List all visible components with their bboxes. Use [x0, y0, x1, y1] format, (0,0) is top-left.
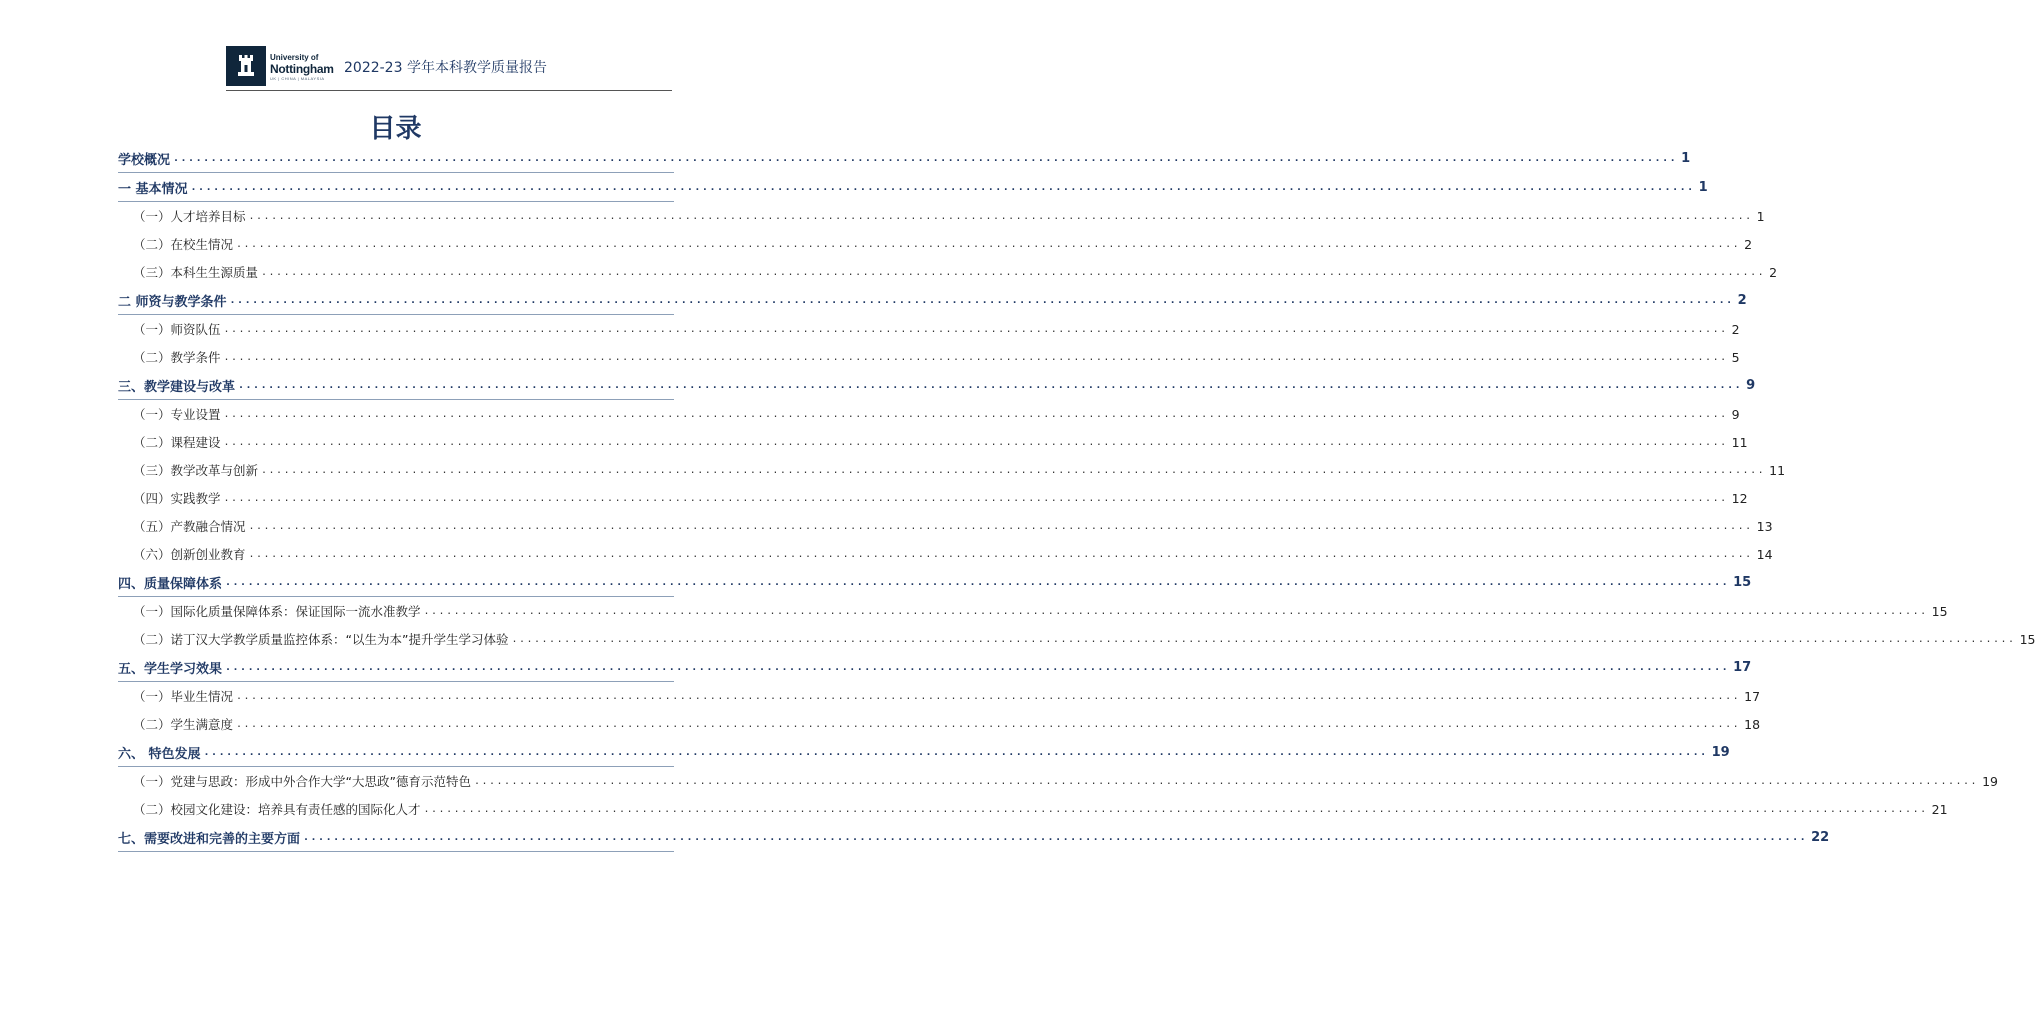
toc-entry-label: （五）产教融合情况	[133, 519, 246, 534]
toc-subsection-entry[interactable]	[118, 682, 1761, 710]
toc-entry-label: （二）课程建设	[133, 435, 221, 450]
toc-dot-leader: ........................................................................................................................................................................................................	[203, 746, 1708, 758]
toc-entry-page-number: 5	[1731, 349, 1740, 365]
toc-entry-page-number: 17	[1733, 659, 1752, 675]
toc-entry-label: 四、质量保障体系	[118, 576, 223, 592]
toc-subsection-entry[interactable]	[118, 343, 1740, 371]
toc-section-entry[interactable]	[118, 823, 1830, 852]
toc-entry-page-number: 15	[1931, 603, 1948, 619]
toc-entry-page-number: 15	[2019, 631, 2035, 647]
toc-dot-leader: ........................................................................................................................................................................................................	[223, 436, 1728, 448]
toc-dot-leader: ........................................................................................................................................................................................................	[223, 492, 1728, 504]
toc-entry-label: （一）党建与思政：形成中外合作大学“大思政”德育示范特色	[133, 774, 471, 789]
toc-dot-leader: ........................................................................................................................................................................................................	[236, 690, 1741, 702]
toc-entry-label: 七、需要改进和完善的主要方面	[118, 831, 301, 847]
toc-subsection-entry[interactable]	[118, 202, 1765, 230]
toc-section-entry[interactable]	[118, 371, 1756, 400]
toc-dot-leader: ........................................................................................................................................................................................................	[229, 294, 1734, 306]
toc-subsection-entry[interactable]	[118, 597, 1948, 625]
toc-entry-label: （四）实践教学	[133, 491, 221, 506]
university-crest-icon	[226, 46, 266, 86]
toc-entry-label: （一）专业设置	[133, 407, 221, 422]
logo-line-1: University of	[270, 53, 319, 62]
toc-entry-page-number: 13	[1756, 518, 1773, 534]
page-header	[226, 44, 672, 91]
toc-title: 目录	[369, 114, 422, 144]
toc-section-entry[interactable]	[118, 144, 1691, 173]
toc-entry-page-number: 9	[1731, 406, 1740, 422]
toc-section-entry[interactable]	[118, 738, 1730, 767]
toc-entry-page-number: 22	[1811, 829, 1830, 845]
toc-section-entry[interactable]	[118, 568, 1752, 597]
toc-subsection-entry[interactable]	[118, 400, 1740, 428]
toc-entry-page-number: 19	[1982, 773, 1998, 789]
toc-dot-leader: ........................................................................................................................................................................................................	[303, 831, 1808, 843]
toc-dot-leader: ........................................................................................................................................................................................................	[238, 379, 1743, 391]
toc-subsection-entry[interactable]	[118, 315, 1740, 343]
logo-line-3: UK | CHINA | MALAYSIA	[270, 76, 325, 81]
logo-line-2: Nottingham	[270, 62, 334, 76]
table-of-contents	[118, 144, 2035, 852]
toc-entry-page-number: 12	[1731, 490, 1748, 506]
toc-dot-leader: ........................................................................................................................................................................................................	[261, 266, 1766, 278]
toc-dot-leader: ........................................................................................................................................................................................................	[225, 576, 1730, 588]
toc-entry-page-number: 15	[1733, 574, 1752, 590]
toc-entry-label: （二）校园文化建设：培养具有责任感的国际化人才	[133, 802, 421, 817]
toc-entry-page-number: 2	[1769, 264, 1778, 280]
toc-subsection-entry[interactable]	[118, 258, 1778, 286]
report-title: 2022-23 学年本科教学质量报告	[344, 60, 547, 76]
toc-section-entry[interactable]	[118, 286, 1747, 315]
toc-entry-label: 三、教学建设与改革	[118, 379, 236, 395]
toc-dot-leader: ........................................................................................................................................................................................................	[248, 210, 1753, 222]
toc-entry-label: 六、 特色发展	[118, 746, 201, 762]
toc-section-entry[interactable]	[118, 173, 1708, 202]
toc-subsection-entry[interactable]	[118, 484, 1748, 512]
toc-entry-page-number: 1	[1756, 208, 1765, 224]
toc-dot-leader: ........................................................................................................................................................................................................	[223, 351, 1728, 363]
toc-entry-label: （二）诺丁汉大学教学质量监控体系：“以生为本”提升学生学习体验	[133, 632, 509, 647]
toc-entry-label: （一）国际化质量保障体系：保证国际一流水准教学	[133, 604, 421, 619]
toc-subsection-entry[interactable]	[118, 456, 1786, 484]
toc-dot-leader: ........................................................................................................................................................................................................	[173, 152, 1678, 164]
toc-dot-leader: ........................................................................................................................................................................................................	[423, 605, 1928, 617]
toc-dot-leader: ........................................................................................................................................................................................................	[248, 520, 1753, 532]
toc-entry-page-number: 2	[1737, 292, 1747, 308]
toc-entry-label: 二 师资与教学条件	[118, 294, 227, 310]
toc-dot-leader: ........................................................................................................................................................................................................	[190, 181, 1695, 193]
toc-entry-label: （六）创新创业教育	[133, 547, 246, 562]
toc-dot-leader: ........................................................................................................................................................................................................	[225, 661, 1730, 673]
toc-dot-leader: ........................................................................................................................................................................................................	[236, 238, 1741, 250]
toc-entry-label: （三）教学改革与创新	[133, 463, 259, 478]
toc-subsection-entry[interactable]	[118, 512, 1773, 540]
toc-entry-label: （一）师资队伍	[133, 322, 221, 337]
toc-entry-page-number: 19	[1711, 744, 1730, 760]
toc-section-entry[interactable]	[118, 653, 1752, 682]
toc-entry-label: （三）本科生生源质量	[133, 265, 259, 280]
toc-entry-page-number: 1	[1681, 150, 1691, 166]
toc-entry-page-number: 2	[1744, 236, 1753, 252]
toc-dot-leader: ........................................................................................................................................................................................................	[236, 718, 1741, 730]
toc-subsection-entry[interactable]	[118, 428, 1748, 456]
toc-entry-page-number: 11	[1731, 434, 1748, 450]
toc-entry-label: （一）毕业生情况	[133, 689, 234, 704]
toc-subsection-entry[interactable]	[118, 795, 1948, 823]
toc-subsection-entry[interactable]	[118, 710, 1761, 738]
toc-subsection-entry[interactable]	[118, 767, 1998, 795]
toc-entry-page-number: 14	[1756, 546, 1773, 562]
toc-entry-label: 五、学生学习效果	[118, 661, 223, 677]
toc-entry-page-number: 11	[1769, 462, 1786, 478]
toc-entry-label: （一）人才培养目标	[133, 209, 246, 224]
toc-entry-label: （二）学生满意度	[133, 717, 234, 732]
toc-entry-label: （二）教学条件	[133, 350, 221, 365]
toc-dot-leader: ........................................................................................................................................................................................................	[261, 464, 1766, 476]
university-logo-text	[270, 54, 334, 81]
toc-entry-page-number: 18	[1744, 716, 1761, 732]
toc-dot-leader: ........................................................................................................................................................................................................	[223, 323, 1728, 335]
toc-subsection-entry[interactable]	[118, 540, 1773, 568]
toc-entry-page-number: 9	[1746, 377, 1756, 393]
toc-dot-leader: ........................................................................................................................................................................................................	[223, 408, 1728, 420]
toc-dot-leader: ........................................................................................................................................................................................................	[423, 803, 1928, 815]
toc-entry-label: 学校概况	[118, 152, 171, 168]
toc-entry-page-number: 2	[1731, 321, 1740, 337]
toc-entry-label: 一 基本情况	[118, 181, 188, 197]
toc-dot-leader: ........................................................................................................................................................................................................	[473, 775, 1979, 787]
toc-entry-page-number: 21	[1931, 801, 1948, 817]
toc-entry-page-number: 17	[1744, 688, 1761, 704]
toc-dot-leader: ........................................................................................................................................................................................................	[248, 548, 1753, 560]
toc-subsection-entry[interactable]	[118, 230, 1753, 258]
toc-subsection-entry[interactable]	[118, 625, 2035, 653]
toc-entry-label: （二）在校生情况	[133, 237, 234, 252]
toc-entry-page-number: 1	[1698, 179, 1708, 195]
toc-dot-leader: ........................................................................................................................................................................................................	[511, 633, 2016, 645]
